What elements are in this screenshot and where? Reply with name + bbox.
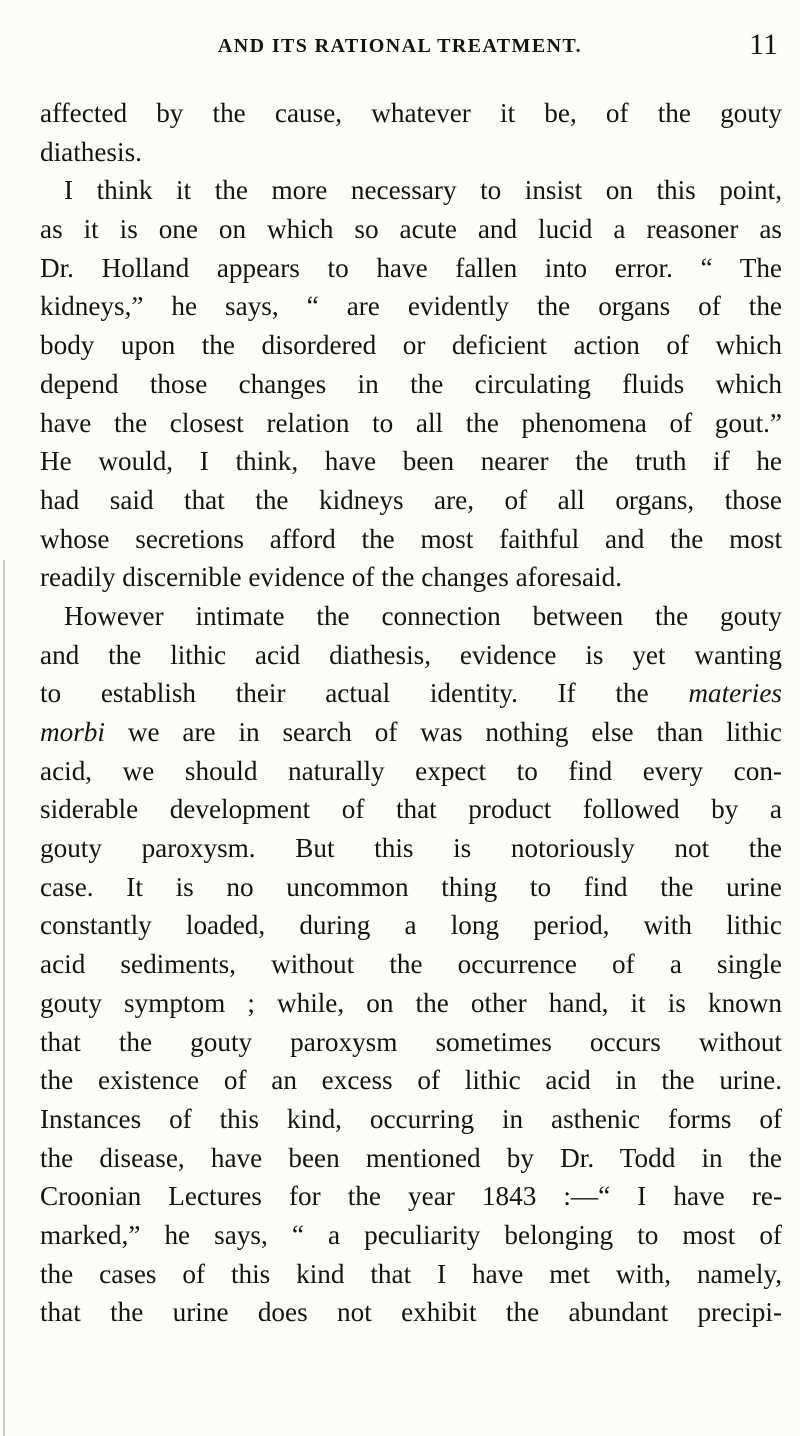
italic-term: morbi bbox=[40, 717, 105, 747]
text-line: Croonian Lectures for the year 1843 :—“ I have re- bbox=[40, 1181, 782, 1212]
text-line: have the closest relation to all the phenomena of gout.” bbox=[40, 407, 782, 438]
page-number: 11 bbox=[749, 28, 778, 61]
text-line: acid sediments, without the occurrence of a single bbox=[40, 949, 782, 980]
binding-shadow bbox=[3, 560, 5, 1436]
text-line: kidneys,” he says, “ are evidently the organs of the bbox=[40, 291, 782, 322]
text-line: He would, I think, have been nearer the truth if he bbox=[40, 446, 782, 477]
text-line: gouty symptom ; while, on the other hand, it is known bbox=[40, 987, 782, 1018]
text-line: body upon the disordered or deficient action of which bbox=[40, 330, 782, 361]
text-line: had said that the kidneys are, of all organs, those bbox=[40, 484, 782, 515]
text-span: we are in search of was nothing else than lithic bbox=[104, 717, 782, 747]
text-line: readily discernible evidence of the changes aforesaid. bbox=[40, 562, 622, 593]
text-line: diathesis. bbox=[40, 136, 142, 167]
text-line: whose secretions afford the most faithful and the most bbox=[40, 523, 782, 554]
text-line: However intimate the connection between the gouty bbox=[64, 600, 782, 631]
italic-term: materies bbox=[688, 678, 782, 709]
body-text bbox=[40, 94, 782, 1332]
text-line: that the urine does not exhibit the abundant precipi- bbox=[40, 1297, 782, 1328]
text-line: the disease, have been mentioned by Dr. Todd in the bbox=[40, 1142, 782, 1173]
text-span: to establish their actual identity. If the bbox=[40, 678, 689, 709]
text-line: the cases of this kind that I have met with, namely, bbox=[40, 1258, 782, 1289]
text-line: Dr. Holland appears to have fallen into error. “ The bbox=[40, 252, 782, 283]
text-line: affected by the cause, whatever it be, of the gouty bbox=[40, 98, 782, 128]
text-line: the existence of an excess of lithic acid in the urine. bbox=[40, 1065, 782, 1096]
text-line: gouty paroxysm. But this is notoriously not the bbox=[40, 833, 782, 864]
text-line: case. It is no uncommon thing to find the urine bbox=[40, 871, 782, 902]
running-title: AND ITS RATIONAL TREATMENT. bbox=[217, 35, 583, 57]
text-line: marked,” he says, “ a peculiarity belonging to most of bbox=[40, 1219, 782, 1250]
text-line: and the lithic acid diathesis, evidence is yet wanting bbox=[40, 639, 782, 670]
text-line: I think it the more necessary to insist on this point, bbox=[64, 175, 782, 206]
text-line: as it is one on which so acute and lucid a reasoner as bbox=[40, 214, 782, 245]
text-line: acid, we should naturally expect to find every con- bbox=[40, 755, 782, 786]
text-line bbox=[40, 674, 782, 713]
text-line: that the gouty paroxysm sometimes occurs without bbox=[40, 1026, 782, 1057]
text-line: depend those changes in the circulating fluids which bbox=[40, 368, 782, 399]
text-line bbox=[40, 713, 782, 752]
text-line: constantly loaded, during a long period, with lithic bbox=[40, 910, 782, 941]
text-line: Instances of this kind, occurring in asthenic forms of bbox=[40, 1103, 782, 1134]
text-line: siderable development of that product followed by a bbox=[40, 794, 782, 825]
running-head bbox=[0, 20, 800, 60]
